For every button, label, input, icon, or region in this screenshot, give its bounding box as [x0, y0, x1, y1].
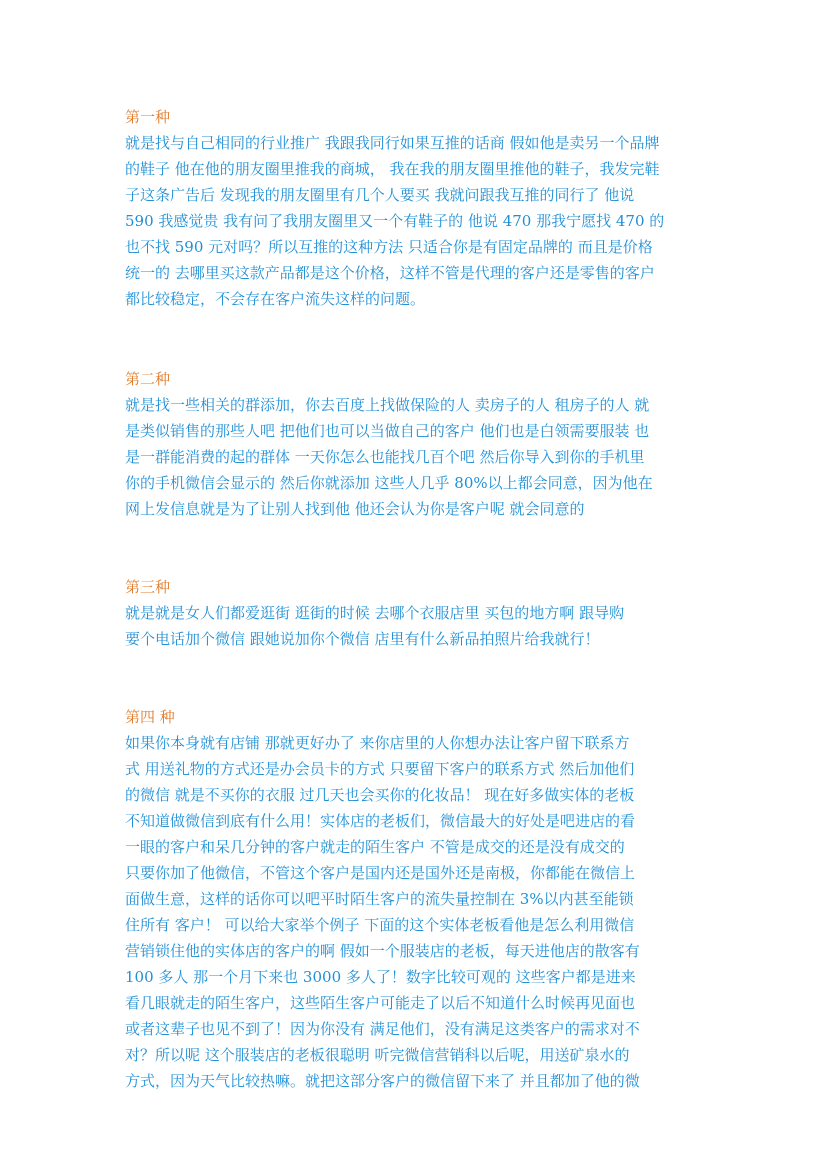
section-spacer [125, 312, 703, 366]
text-line: 是类似销售的那些人吧 把他们也可以当做自己的客户 他们也是白领需要服装 也 [125, 422, 650, 440]
section-heading: 第三种 [125, 578, 171, 596]
text-line: 网上发信息就是为了让别人找到他 他还会认为你是客户呢 就会同意的 [125, 500, 585, 518]
text-line: 你的手机微信会显示的 然后你就添加 这些人几乎 80%以上都会同意，因为他在 [125, 474, 653, 492]
section-2 [125, 366, 703, 522]
text-line: 只要你加了他微信，不管这个客户是国内还是国外还是南极，你都能在微信上 [125, 864, 636, 882]
text-line: 590 我感觉贵 我有问了我朋友圈里又一个有鞋子的 他说 470 那我宁愿找 470 的 [125, 212, 665, 230]
text-line: 住所有 客户！ 可以给大家举个例子 下面的这个实体老板看他是怎么利用微信 [125, 916, 635, 934]
text-line: 子这条广告后 发现我的朋友圈里有几个人要买 我就问跟我互推的同行了 他说 [125, 186, 635, 204]
text-line: 方式，因为天气比较热嘛。就把这部分客户的微信留下来了 并且都加了他的微 [125, 1072, 640, 1090]
section-spacer [125, 522, 703, 574]
text-line: 面做生意，这样的话你可以吧平时陌生客户的流失量控制在 3%以内甚至能锁 [125, 890, 634, 908]
text-line: 就是找与自己相同的行业推广 我跟我同行如果互推的话商 假如他是卖另一个品牌 [125, 134, 660, 152]
section-paragraph [125, 392, 703, 522]
section-3 [125, 574, 703, 652]
text-line: 的微信 就是不买你的衣服 过几天也会买你的化妆品！ 现在好多做实体的老板 [125, 786, 635, 804]
text-line: 式 用送礼物的方式还是办会员卡的方式 只要留下客户的联系方式 然后加他们 [125, 760, 635, 778]
section-paragraph [125, 600, 703, 652]
text-line: 营销锁住他的实体店的客户的啊 假如一个服装店的老板，每天进他店的散客有 [125, 942, 640, 960]
text-line: 就是就是女人们都爱逛街 逛街的时候 去哪个衣服店里 买包的地方啊 跟导购 [125, 604, 625, 622]
text-line: 统一的 去哪里买这款产品都是这个价格，这样不管是代理的客户还是零售的客户 [125, 264, 655, 282]
text-line: 的鞋子 他在他的朋友圈里推我的商城， 我在我的朋友圈里推他的鞋子，我发完鞋 [125, 160, 660, 178]
section-paragraph [125, 130, 703, 312]
text-line: 对？所以呢 这个服装店的老板很聪明 听完微信营销科以后呢，用送矿泉水的 [125, 1046, 630, 1064]
text-line: 也不找 590 元对吗？所以互推的这种方法 只适合你是有固定品牌的 而且是价格 [125, 238, 653, 256]
section-heading: 第二种 [125, 370, 171, 388]
section-heading: 第四 种 [125, 708, 175, 726]
section-1 [125, 104, 703, 312]
text-line: 看几眼就走的陌生客户，这些陌生客户可能走了以后不知道什么时候再见面也 [125, 994, 636, 1012]
text-line: 或者这辈子也见不到了！因为你没有 满足他们，没有满足这类客户的需求对不 [125, 1020, 640, 1038]
document-page [125, 104, 703, 1094]
text-line: 就是找一些相关的群添加，你去百度上找做保险的人 卖房子的人 租房子的人 就 [125, 396, 650, 414]
section-heading: 第一种 [125, 108, 171, 126]
section-spacer [125, 652, 703, 704]
text-line: 要个电话加个微信 跟她说加你个微信 店里有什么新品拍照片给我就行！ [125, 630, 600, 648]
section-paragraph [125, 730, 703, 1094]
text-line: 是一群能消费的起的群体 一天你怎么也能找几百个吧 然后你导入到你的手机里 [125, 448, 645, 466]
text-line: 都比较稳定，不会存在客户流失这样的问题。 [125, 290, 426, 308]
text-line: 如果你本身就有店铺 那就更好办了 来你店里的人你想办法让客户留下联系方 [125, 734, 630, 752]
text-line: 不知道做微信到底有什么用！实体店的老板们，微信最大的好处是吧进店的看 [125, 812, 636, 830]
text-line: 一眼的客户和呆几分钟的客户就走的陌生客户 不管是成交的还是没有成交的 [125, 838, 625, 856]
text-line: 100 多人 那一个月下来也 3000 多人了！数字比较可观的 这些客户都是进来 [125, 968, 636, 986]
section-4 [125, 704, 703, 1094]
